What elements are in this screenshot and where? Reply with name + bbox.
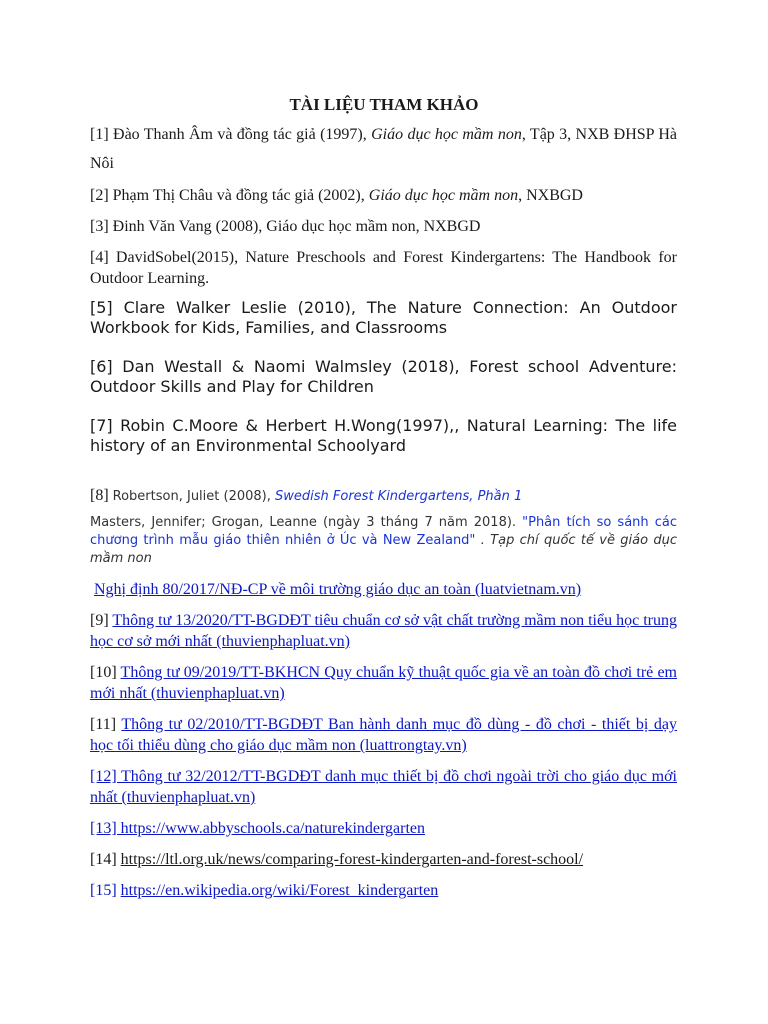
reference-1-prefix: [1] Đào Thanh Âm và đồng tác giả (1997), [90, 126, 372, 143]
reference-1-title: Giáo dục học mầm non [371, 126, 522, 143]
reference-decree [94, 579, 677, 600]
reference-11-number: [11] [90, 716, 122, 733]
reference-1 [90, 120, 677, 178]
reference-8-link[interactable]: Swedish Forest Kindergartens, Phần 1 [275, 489, 523, 504]
reference-masters-link[interactable]: "Phân tích so sánh các chương trình mẫu giáo thiên nhiên ở Úc và New Zealand" [90, 515, 677, 548]
reference-15-number: [15] [90, 882, 121, 899]
reference-12 [90, 766, 677, 808]
reference-14 [90, 849, 677, 870]
reference-6: [6] Dan Westall & Naomi Walmsley (2018), Forest school Adventure: Outdoor Skills and Play for Children [90, 357, 677, 396]
reference-decree-link[interactable]: Nghị định 80/2017/NĐ-CP về môi trường giáo dục an toàn (luatvietnam.vn) [94, 581, 582, 598]
reference-masters-journal: . Tạp chí quốc tế về giáo dục mầm non [90, 533, 677, 566]
reference-9-link[interactable]: Thông tư 13/2020/TT-BGDĐT tiêu chuẩn cơ sở vật chất trường mầm non tiểu học trung học cơ sở mới nhất (thuvienphapluat.vn) [90, 612, 677, 650]
reference-13-link[interactable]: [13] https://www.abbyschools.ca/naturekindergarten [90, 820, 426, 837]
reference-3: [3] Đinh Văn Vang (2008), Giáo dục học mầm non, NXBGD [90, 218, 481, 235]
reference-masters-author: Masters, Jennifer; Grogan, Leanne (ngày 3 tháng 7 năm 2018). [90, 515, 523, 530]
reference-8-number: [8] [90, 487, 113, 504]
reference-10-number: [10] [90, 664, 121, 681]
reference-10 [90, 662, 677, 704]
reference-15-link[interactable]: https://en.wikipedia.org/wiki/Forest_kindergarten [120, 882, 439, 899]
reference-14-link[interactable]: https://ltl.org.uk/news/comparing-forest-kindergarten-and-forest-school/ [120, 851, 584, 868]
reference-2-title: Giáo dục học mầm non [368, 187, 519, 204]
reference-1-suffix: , Tập 3, NXB ĐHSP Hà Nôi [90, 126, 677, 172]
reference-masters [90, 514, 677, 568]
reference-10-link[interactable]: Thông tư 09/2019/TT-BKHCN Quy chuẩn kỹ thuật quốc gia về an toàn đồ chơi trẻ em mới nhất (thuvienphapluat.vn) [90, 664, 677, 702]
reference-8-author: Robertson, Juliet (2008), [112, 489, 275, 504]
reference-8 [90, 485, 677, 506]
reference-13 [90, 818, 677, 839]
reference-2-suffix: , NXBGD [518, 187, 583, 204]
reference-12-link[interactable]: [12] Thông tư 32/2012/TT-BGDĐT danh mục thiết bị đồ chơi ngoài trời cho giáo dục mới nhất (thuvienphapluat.vn) [90, 768, 677, 806]
reference-4: [4] DavidSobel(2015), Nature Preschools and Forest Kindergartens: The Handbook for Outdoor Learning. [90, 249, 677, 287]
page-title: TÀI LIỆU THAM KHẢO [289, 95, 479, 114]
reference-15 [90, 880, 677, 901]
reference-7: [7] Robin C.Moore & Herbert H.Wong(1997),, Natural Learning: The life history of an Environmental Schoolyard [90, 416, 677, 455]
reference-11-link[interactable]: Thông tư 02/2010/TT-BGDĐT Ban hành danh mục đồ dùng - đồ chơi - thiết bị dạy học tối thiểu dùng cho giáo dục mầm non (luattrongtay.vn) [90, 716, 677, 754]
reference-5: [5] Clare Walker Leslie (2010), The Nature Connection: An Outdoor Workbook for Kids, Families, and Classrooms [90, 298, 677, 337]
reference-9-number: [9] [90, 612, 113, 629]
reference-2 [90, 185, 677, 206]
reference-14-number: [14] [90, 851, 121, 868]
reference-2-prefix: [2] Phạm Thị Châu và đồng tác giả (2002), [90, 187, 369, 204]
reference-9 [90, 610, 677, 652]
reference-11 [90, 714, 677, 756]
